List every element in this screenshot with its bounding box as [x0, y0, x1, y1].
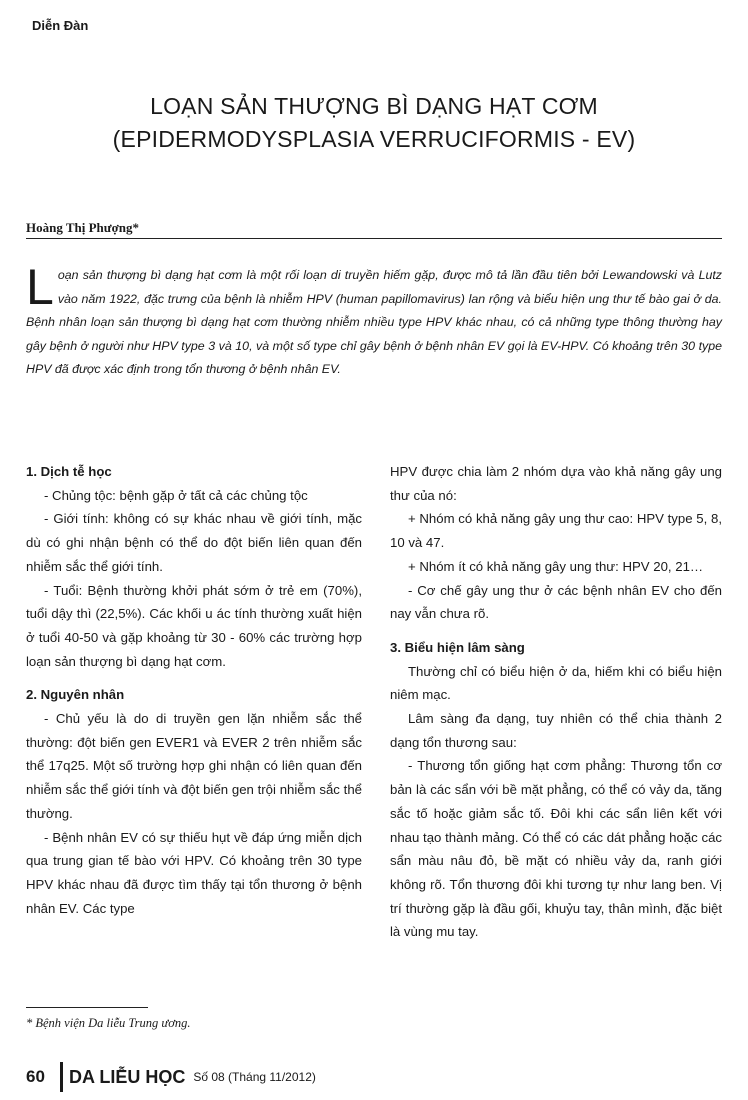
paragraph: - Thương tổn giống hạt cơm phẳng: Thương tổn cơ bản là các sẩn với bề mặt phẳng, có thể có vảy da, tăng sắc tố hoặc giảm sắc tố. Đôi khi các sẩn liên kết với nhau tạo thành mảng. Có thể có các dát phẳng hoặc các sẩn màu nâu đỏ, bề mặt có nhiều vảy da, ranh giới không rõ. Tổn thương đôi khi tương tự như lang ben. Vị trí thường gặp là đầu gối, khuỷu tay, thân mình, đặc biệt là vùng mu tay. — [390, 758, 722, 940]
paragraph: - Chủ yếu là do di truyền gen lặn nhiễm sắc thể thường: đột biến gen EVER1 và EVER 2 trên nhiễm sắc thể 17q25. Một số trường hợp ghi nhận có liên quan đến nhiễm sắc thể giới tính và đột biến gen trội nhiễm sắc thể thường. — [26, 711, 362, 821]
section-heading-epidemiology: 1. Dịch tễ học — [26, 464, 112, 479]
title-line-2: (EPIDERMODYSPLASIA VERRUCIFORMIS - EV) — [112, 126, 636, 152]
section-tag: Diễn Đàn — [32, 18, 89, 33]
issue-info: Số 08 (Tháng 11/2012) — [193, 1070, 316, 1084]
footnote: * Bệnh viện Da liễu Trung ương. — [26, 1016, 191, 1030]
footer-bar — [60, 1062, 63, 1092]
paragraph: - Giới tính: không có sự khác nhau về giới tính, mặc dù có ghi nhận bệnh có thể do đột biến liên quan đến nhiễm sắc thể giới tính. — [26, 511, 362, 574]
paragraph: - Cơ chế gây ung thư ở các bệnh nhân EV cho đến nay vẫn chưa rõ. — [390, 582, 722, 622]
paragraph: - Chủng tộc: bệnh gặp ở tất cả các chủng tộc — [44, 487, 308, 503]
paragraph: + Nhóm có khả năng gây ung thư cao: HPV type 5, 8, 10 và 47. — [390, 511, 722, 551]
paragraph: HPV được chia làm 2 nhóm dựa vào khả năng gây ung thư của nó: — [390, 464, 722, 503]
section-heading-clinical: 3. Biểu hiện lâm sàng — [390, 639, 525, 655]
abstract-drop-cap: L — [26, 259, 54, 315]
abstract-text: oạn sản thượng bì dạng hạt cơm là một rối loạn di truyền hiếm gặp, được mô tả lần đầu tiên bởi Lewandowski và Lutz vào năm 1922, đặc trưng của bệnh là nhiễm HPV (human papillomavirus) lan rộng và biểu hiện ung thư tế bào gai ở da. Bệnh nhân loạn sản thượng bì dạng hạt cơm thường nhiễm nhiều type HPV khác nhau, có cả những type thông thường hay gây bệnh ở người như HPV type 3 và 10, và một số type chỉ gây bệnh ở bệnh nhân EV gọi là EV-HPV. Có khoảng trên 30 type HPV đã được xác định trong tổn thương ở bệnh nhân EV. — [26, 268, 722, 376]
article-title — [0, 90, 748, 156]
paragraph: Thường chỉ có biểu hiện ở da, hiếm khi có biểu hiện niêm mạc. — [390, 663, 722, 703]
paragraph: - Bệnh nhân EV có sự thiếu hụt về đáp ứng miễn dịch qua trung gian tế bào với HPV. Có khoảng trên 30 type HPV khác nhau đã được tìm thấy tại tổn thương ở bệnh nhân EV. Các type — [26, 829, 362, 916]
page-number: 60 — [26, 1067, 45, 1086]
paragraph: - Tuổi: Bệnh thường khởi phát sớm ở trẻ em (70%), tuổi dậy thì (22,5%). Các khối u ác tính thường xuất hiện ở tuổi 40-50 và gặp khoảng từ 30 - 60% các trường hợp loạn sản thượng bì dạng hạt cơm. — [26, 582, 362, 669]
author-name: Hoàng Thị Phượng* — [26, 220, 140, 235]
abstract — [26, 259, 722, 382]
paragraph: + Nhóm ít có khả năng gây ung thư: HPV 20, 21… — [408, 558, 704, 574]
header-divider — [26, 238, 722, 239]
footnote-divider — [26, 1007, 148, 1008]
title-line-1: LOẠN SẢN THƯỢNG BÌ DẠNG HẠT CƠM — [150, 93, 598, 119]
right-column — [390, 460, 722, 944]
journal-name: DA LIỄU HỌC — [69, 1066, 186, 1087]
section-heading-causes: 2. Nguyên nhân — [26, 687, 125, 703]
page-footer — [26, 1062, 316, 1092]
paragraph: Lâm sàng đa dạng, tuy nhiên có thể chia thành 2 dạng tổn thương sau: — [390, 711, 722, 750]
left-column — [26, 460, 362, 920]
